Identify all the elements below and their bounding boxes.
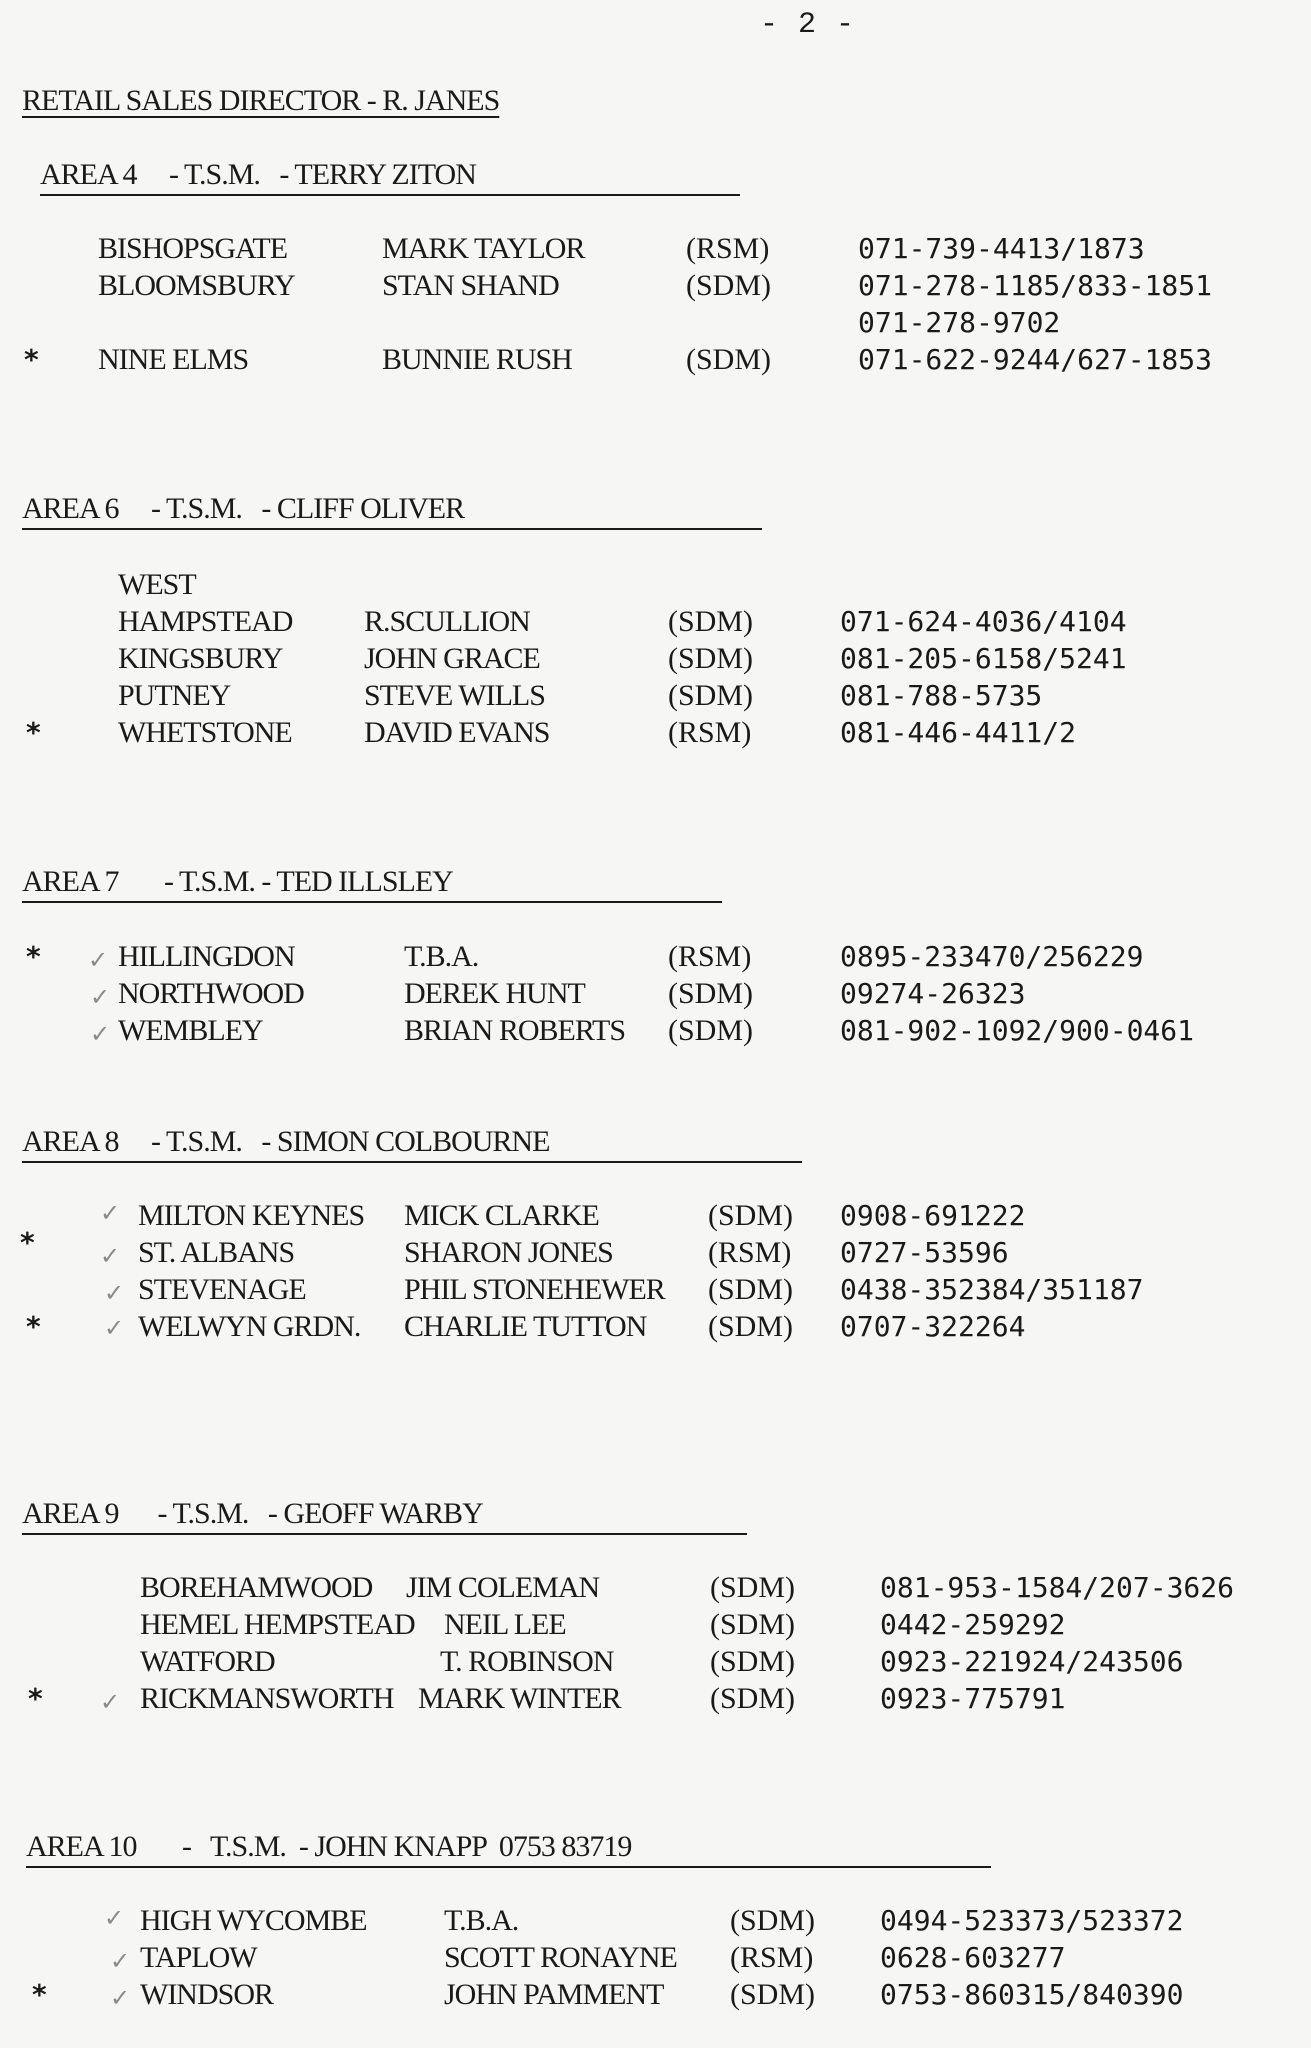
table-row — [0, 269, 1311, 307]
area-header: AREA 4 - T.S.M. - TERRY ZITON — [40, 158, 740, 196]
role-code: (SDM) — [668, 977, 754, 1010]
table-row — [0, 1941, 1311, 1979]
table-row — [0, 232, 1311, 270]
branch-name: WEMBLEY — [118, 1014, 263, 1047]
branch-name: NORTHWOOD — [118, 977, 304, 1010]
director-heading: RETAIL SALES DIRECTOR - R. JANES — [22, 84, 500, 117]
phone-number: 0442-259292 — [880, 1608, 1066, 1641]
role-code: (SDM) — [708, 1273, 794, 1306]
phone-number: 0895-233470/256229 — [840, 940, 1144, 973]
role-code: (SDM) — [710, 1608, 796, 1641]
manager-name: MARK WINTER — [418, 1682, 621, 1715]
table-row — [0, 1904, 1311, 1942]
role-code: (RSM) — [730, 1941, 814, 1974]
table-row — [0, 1978, 1311, 2016]
phone-number: 071-278-9702 — [858, 306, 1061, 339]
manager-name: R.SCULLION — [364, 605, 530, 638]
phone-number: 081-953-1584/207-3626 — [880, 1571, 1235, 1604]
table-row — [0, 642, 1311, 680]
manager-name: T.B.A. — [404, 940, 479, 973]
role-code: (SDM) — [668, 1014, 754, 1047]
role-code: (SDM) — [730, 1904, 816, 1937]
checkmark-icon: ✓ — [104, 1314, 125, 1342]
table-row — [0, 1199, 1311, 1237]
manager-name: SHARON JONES — [404, 1236, 613, 1269]
role-code: (SDM) — [686, 343, 772, 376]
phone-number: 0438-352384/351187 — [840, 1273, 1144, 1306]
table-row — [0, 1571, 1311, 1609]
branch-name: BOREHAMWOOD — [140, 1571, 373, 1604]
star-marker: * — [32, 1978, 47, 2011]
manager-name: T. ROBINSON — [440, 1645, 614, 1678]
table-row — [0, 306, 1311, 344]
table-row — [0, 716, 1311, 754]
manager-name: JOHN PAMMENT — [444, 1978, 664, 2011]
table-row — [0, 1682, 1311, 1720]
branch-name: HILLINGDON — [118, 940, 295, 973]
branch-name: WHETSTONE — [118, 716, 292, 749]
area-header: AREA 7 - T.S.M. - TED ILLSLEY — [22, 865, 722, 903]
phone-number: 0707-322264 — [840, 1310, 1026, 1343]
manager-name: PHIL STONEHEWER — [404, 1273, 665, 1306]
checkmark-icon: ✓ — [100, 1199, 121, 1227]
manager-name: BUNNIE RUSH — [382, 343, 572, 376]
branch-name: WINDSOR — [140, 1978, 273, 2011]
table-row — [0, 977, 1311, 1015]
manager-name: DEREK HUNT — [404, 977, 585, 1010]
table-row — [0, 1273, 1311, 1311]
checkmark-icon: ✓ — [104, 1904, 125, 1932]
branch-name: BISHOPSGATE — [98, 232, 288, 265]
branch-name: ST. ALBANS — [138, 1236, 295, 1269]
manager-name: MARK TAYLOR — [382, 232, 585, 265]
checkmark-icon: ✓ — [90, 983, 111, 1011]
role-code: (SDM) — [710, 1682, 796, 1715]
role-code: (SDM) — [710, 1645, 796, 1678]
phone-number: 0753-860315/840390 — [880, 1978, 1184, 2011]
checkmark-icon: ✓ — [90, 1020, 111, 1048]
role-code: (SDM) — [730, 1978, 816, 2011]
table-row — [0, 940, 1311, 978]
branch-name: MILTON KEYNES — [138, 1199, 365, 1232]
role-code: (SDM) — [708, 1310, 794, 1343]
table-row — [0, 605, 1311, 643]
table-row — [0, 1645, 1311, 1683]
role-code: (SDM) — [708, 1199, 794, 1232]
phone-number: 071-739-4413/1873 — [858, 232, 1145, 265]
role-code: (SDM) — [710, 1571, 796, 1604]
role-code: (RSM) — [708, 1236, 792, 1269]
branch-name: WELWYN GRDN. — [138, 1310, 361, 1343]
branch-name: STEVENAGE — [138, 1273, 306, 1306]
branch-name: WATFORD — [140, 1645, 275, 1678]
checkmark-icon: ✓ — [100, 1242, 121, 1270]
branch-name: TAPLOW — [140, 1941, 257, 1974]
star-marker: * — [28, 1682, 43, 1715]
manager-name: STAN SHAND — [382, 269, 559, 302]
branch-name: HIGH WYCOMBE — [140, 1904, 367, 1937]
area-header: AREA 9 - T.S.M. - GEOFF WARBY — [22, 1497, 747, 1535]
phone-number: 09274-26323 — [840, 977, 1026, 1010]
manager-name: CHARLIE TUTTON — [404, 1310, 647, 1343]
area-header: AREA 8 - T.S.M. - SIMON COLBOURNE — [22, 1125, 802, 1163]
manager-name: JIM COLEMAN — [406, 1571, 600, 1604]
role-code: (RSM) — [668, 940, 752, 973]
branch-name: WEST — [118, 568, 196, 601]
table-row — [0, 1310, 1311, 1348]
phone-number: 081-902-1092/900-0461 — [840, 1014, 1195, 1047]
phone-number: 0494-523373/523372 — [880, 1904, 1184, 1937]
branch-name: NINE ELMS — [98, 343, 249, 376]
phone-number: 0923-221924/243506 — [880, 1645, 1184, 1678]
checkmark-icon: ✓ — [88, 946, 109, 974]
phone-number: 081-205-6158/5241 — [840, 642, 1127, 675]
branch-name: PUTNEY — [118, 679, 231, 712]
phone-number: 081-788-5735 — [840, 679, 1043, 712]
role-code: (SDM) — [668, 679, 754, 712]
phone-number: 0727-53596 — [840, 1236, 1009, 1269]
role-code: (SDM) — [686, 269, 772, 302]
star-marker: * — [26, 1310, 41, 1343]
area-header: AREA 10 - T.S.M. - JOHN KNAPP 0753 83719 — [26, 1830, 991, 1868]
page-number: - 2 - — [760, 8, 856, 42]
manager-name: SCOTT RONAYNE — [444, 1941, 677, 1974]
checkmark-icon: ✓ — [110, 1984, 131, 2012]
star-marker: * — [20, 1226, 35, 1259]
checkmark-icon: ✓ — [110, 1947, 131, 1975]
manager-name: DAVID EVANS — [364, 716, 550, 749]
table-row — [0, 343, 1311, 381]
phone-number: 0923-775791 — [880, 1682, 1066, 1715]
role-code: (RSM) — [668, 716, 752, 749]
role-code: (SDM) — [668, 642, 754, 675]
table-row — [0, 1226, 1311, 1274]
phone-number: 071-624-4036/4104 — [840, 605, 1127, 638]
role-code: (RSM) — [686, 232, 770, 265]
checkmark-icon: ✓ — [100, 1688, 121, 1716]
phone-number: 0908-691222 — [840, 1199, 1026, 1232]
branch-name: HAMPSTEAD — [118, 605, 293, 638]
table-row — [0, 568, 1311, 606]
phone-number: 081-446-4411/2 — [840, 716, 1077, 749]
manager-name: MICK CLARKE — [404, 1199, 599, 1232]
phone-number: 071-278-1185/833-1851 — [858, 269, 1213, 302]
manager-name: T.B.A. — [444, 1904, 519, 1937]
table-row — [0, 1608, 1311, 1646]
manager-name: JOHN GRACE — [364, 642, 540, 675]
manager-name: BRIAN ROBERTS — [404, 1014, 626, 1047]
table-row — [0, 1014, 1311, 1052]
phone-number: 0628-603277 — [880, 1941, 1066, 1974]
branch-name: RICKMANSWORTH — [140, 1682, 394, 1715]
checkmark-icon: ✓ — [104, 1279, 125, 1307]
star-marker: * — [26, 716, 41, 749]
manager-name: NEIL LEE — [444, 1608, 566, 1641]
table-row — [0, 679, 1311, 717]
manager-name: STEVE WILLS — [364, 679, 545, 712]
branch-name: HEMEL HEMPSTEAD — [140, 1608, 415, 1641]
star-marker: * — [24, 343, 39, 376]
area-header: AREA 6 - T.S.M. - CLIFF OLIVER — [22, 492, 762, 530]
star-marker: * — [26, 940, 41, 973]
branch-name: BLOOMSBURY — [98, 269, 295, 302]
branch-name: KINGSBURY — [118, 642, 283, 675]
role-code: (SDM) — [668, 605, 754, 638]
phone-number: 071-622-9244/627-1853 — [858, 343, 1213, 376]
